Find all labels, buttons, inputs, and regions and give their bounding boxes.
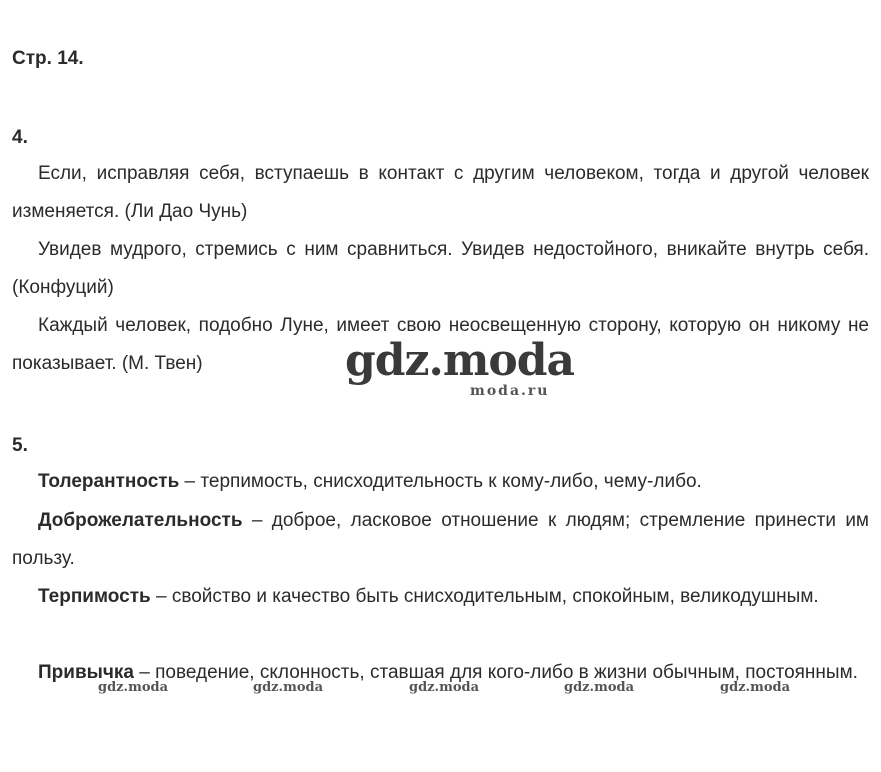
watermark-small: gdz.moda <box>564 680 635 695</box>
watermark-small: gdz.moda <box>720 680 791 695</box>
definition-text: – поведение, склонность, ставшая для кого-либо в жизни обычным, постоянным. <box>133 662 858 683</box>
section-5-number: 5. <box>12 435 28 456</box>
definition-term: Терпимость <box>38 586 151 607</box>
watermark-logo: gdz.moda <box>345 335 575 386</box>
definition-text: – терпимость, снисходительность к кому-либо, чему-либо. <box>179 471 702 492</box>
quote-paragraph: Если, исправляя себя, вступаешь в контакт с другим человеком, тогда и другой человек изменяется. (Ли Дао Чунь) <box>12 163 869 222</box>
watermark-small: gdz.moda <box>409 680 480 695</box>
definition-text: – доброе, ласковое отношение к людям; стремление принести им пользу. <box>12 510 869 569</box>
quote-paragraph: Каждый человек, подобно Луне, имеет свою неосвещенную сторону, которую он никому не показывает. (М. Твен) <box>12 315 869 374</box>
definition-paragraph <box>12 578 869 616</box>
definition-paragraph <box>12 463 869 501</box>
quote-paragraph: Увидев мудрого, стремись с ним сравниться. Увидев недостойного, вникайте внутрь себя. (Конфуций) <box>12 239 869 298</box>
watermark-logo-subtext: moda.ru <box>470 383 550 397</box>
definition-term: Доброжелательность <box>38 510 243 531</box>
definition-term: Толерантность <box>38 471 180 492</box>
definition-paragraph <box>12 502 869 578</box>
watermark-small: gdz.moda <box>98 680 169 695</box>
page-label: Стр. 14. <box>12 48 84 69</box>
watermark-small: gdz.moda <box>253 680 324 695</box>
section-4-number: 4. <box>12 127 28 148</box>
definition-term: Привычка <box>38 662 134 683</box>
definition-text: – свойство и качество быть снисходительным, спокойным, великодушным. <box>150 586 819 607</box>
